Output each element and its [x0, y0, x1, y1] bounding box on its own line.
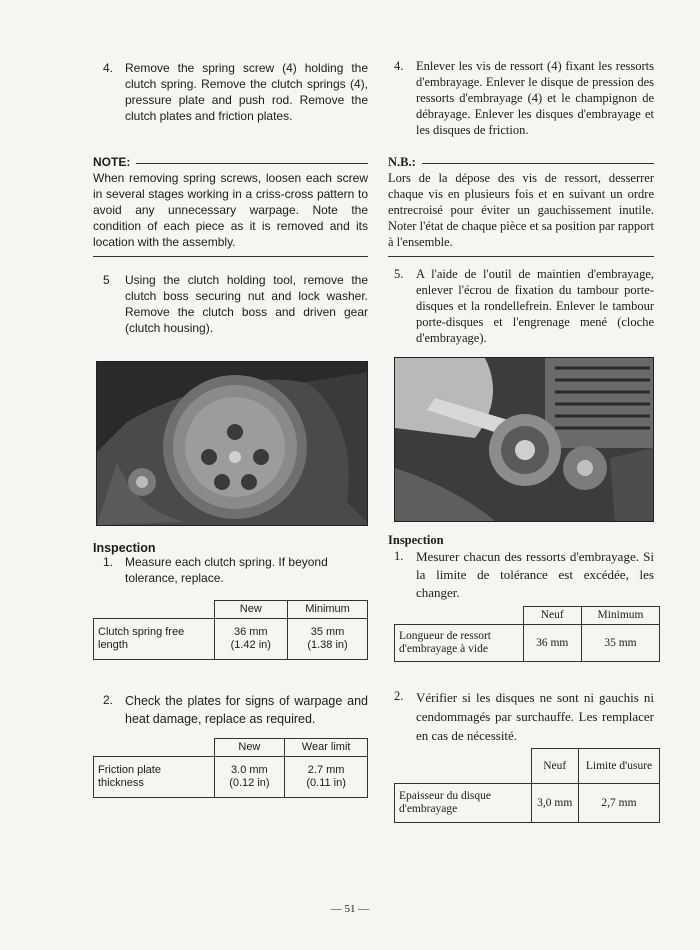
col-new: New	[214, 739, 285, 757]
step-text: Using the clutch holding tool, remove the clutch boss securing nut and lock washer. Remove the clutch boss and driven gear (clutch housing).	[125, 273, 368, 335]
col-new: Neuf	[523, 607, 582, 625]
minimum-value: 35 mm	[310, 626, 345, 638]
step-5-fr	[388, 266, 654, 346]
wear-limit-value-inch: (0.11 in)	[306, 777, 346, 789]
step-text: A l'aide de l'outil de maintien d'embrayage, enlever l'écrou de fixation du tambour porte-disques et la rondellefrein. Enlever le tambour porte-disques et l'engrenage mené (cloche d'embrayage).	[416, 267, 654, 345]
clutch-cover-photo	[96, 361, 368, 526]
new-value-inch: (0.12 in)	[229, 777, 270, 789]
row-label: Clutch spring free length	[94, 619, 215, 660]
col-minimum: Minimum	[288, 601, 368, 619]
note-header	[388, 154, 654, 170]
note-text: Lors de la dépose des vis de ressort, desserrer chaque vis en plusieurs fois et en suivant un ordre entrecroisé pour éviter un gauchissement inutile. Noter l'état de chaque pièce et sa position par rapport à l'ensemble.	[388, 170, 654, 257]
step-4-fr	[388, 58, 654, 138]
step-text: Mesurer chacun des ressorts d'embrayage. Si la limite de tolérance est excédée, les changer.	[416, 549, 654, 600]
spring-length-table-fr	[394, 606, 660, 662]
clutch-boss-removal-photo	[394, 357, 654, 522]
note-fr	[388, 154, 654, 257]
row-label: Longueur de ressort d'embrayage à vide	[395, 625, 524, 662]
note-rule	[136, 163, 368, 164]
step-5-en	[93, 272, 368, 336]
note-text: When removing spring screws, loosen each screw in several stages working in a criss-cross pattern to avoid any unnecessary warpage. Note the condition of each piece as it is removed and its location with the assembly.	[93, 170, 368, 257]
inspection-2-en	[93, 692, 368, 728]
wear-limit-value: 2.7 mm	[307, 764, 345, 776]
new-value: 3,0 mm	[531, 784, 579, 823]
col-new: Neuf	[531, 749, 579, 784]
new-cell	[214, 619, 288, 660]
step-number: 4.	[103, 61, 114, 75]
step-number: 2.	[394, 689, 404, 703]
col-wear-limit: Wear limit	[285, 739, 368, 757]
note-rule	[422, 163, 654, 164]
note-label: N.B.:	[388, 155, 416, 169]
step-number: 2.	[103, 693, 114, 707]
step-number: 4.	[394, 59, 404, 73]
wear-limit-value: 2,7 mm	[579, 784, 660, 823]
step-text: Enlever les vis de ressort (4) fixant les ressorts d'embrayage. Enlever le disque de pression des ressorts d'embrayage (4) et le champignon de débrayage. Enlever les disques d'embrayage et les disques de friction.	[416, 59, 654, 137]
step-text: Remove the spring screw (4) holding the clutch spring. Remove the clutch springs (4), pressure plate and push rod. Remove the clutch plates and friction plates.	[125, 61, 368, 123]
inspection-heading-fr: Inspection	[388, 533, 444, 547]
minimum-value-inch: (1.38 in)	[307, 639, 348, 651]
note-header	[93, 154, 368, 170]
new-value-inch: (1.42 in)	[230, 639, 271, 651]
new-value: 36 mm	[523, 625, 582, 662]
step-number: 5	[103, 273, 110, 287]
inspection-1-fr	[388, 548, 654, 602]
note-label: NOTE:	[93, 155, 131, 169]
inspection-heading-en: Inspection	[93, 541, 156, 555]
new-value: 3.0 mm	[231, 764, 268, 776]
col-wear-limit: Limite d'usure	[579, 749, 660, 784]
row-label: Friction plate thickness	[94, 757, 215, 798]
col-new: New	[214, 601, 288, 619]
step-number: 5.	[394, 267, 404, 281]
note-en	[93, 154, 368, 257]
friction-plate-table-en	[93, 738, 368, 798]
friction-plate-table-fr	[394, 748, 660, 823]
minimum-value: 35 mm	[582, 625, 660, 662]
row-label: Epaisseur du disque d'embrayage	[395, 784, 532, 823]
step-4-en	[93, 60, 368, 124]
step-text: Check the plates for signs of warpage and heat damage, replace as required.	[125, 694, 368, 726]
page-number: — 51 —	[330, 903, 370, 915]
new-cell	[214, 757, 285, 798]
minimum-cell	[288, 619, 368, 660]
inspection-1-en	[93, 554, 368, 586]
step-number: 1.	[103, 555, 114, 569]
col-minimum: Minimum	[582, 607, 660, 625]
step-text: Vérifier si les disques ne sont ni gauchis ni cendommagés par surchauffe. Les remplacer en cas de nécessité.	[416, 690, 654, 743]
inspection-2-fr	[388, 688, 654, 745]
wear-limit-cell	[285, 757, 368, 798]
step-number: 1.	[394, 549, 404, 563]
spring-length-table-en	[93, 600, 368, 660]
step-text: Measure each clutch spring. If beyond tolerance, replace.	[125, 555, 328, 585]
new-value: 36 mm	[233, 626, 268, 638]
